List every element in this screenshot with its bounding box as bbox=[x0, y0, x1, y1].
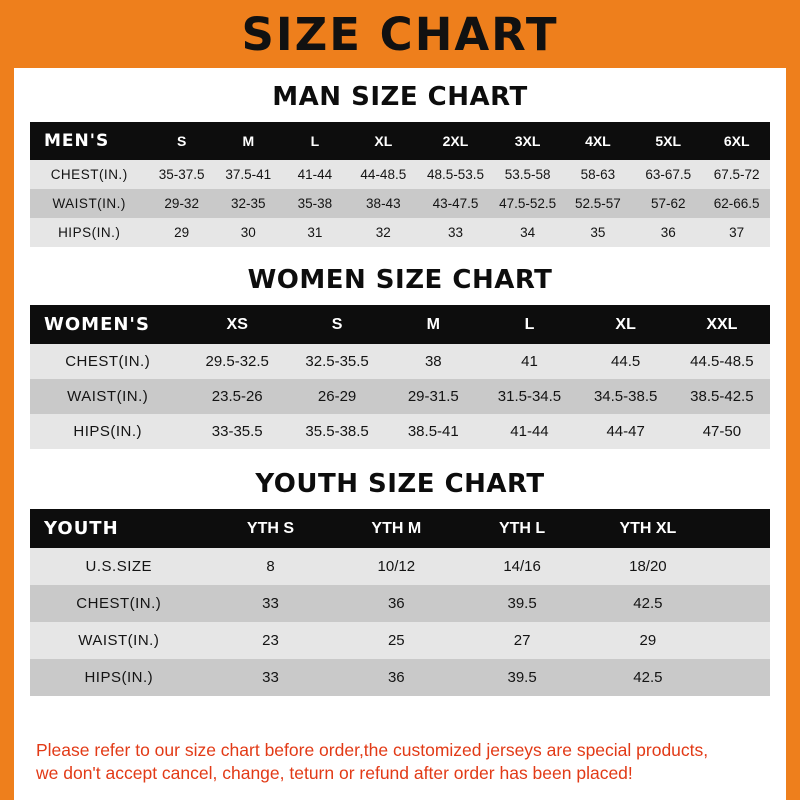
footer-note bbox=[30, 729, 770, 800]
women-row-1-label: WAIST(IN.) bbox=[67, 388, 149, 405]
youth-row-1-cell-0: 33 bbox=[262, 595, 279, 612]
women-row-2-cell-1: 35.5-38.5 bbox=[305, 423, 369, 440]
youth-row-0-spacer bbox=[711, 548, 770, 585]
man-row-2-cell-5: 34 bbox=[520, 225, 536, 240]
women-section-title: WOMEN SIZE CHART bbox=[247, 265, 553, 295]
youth-header-cell-3: YTH L bbox=[498, 519, 546, 537]
women-row-1-cell-2: 29-31.5 bbox=[407, 388, 459, 405]
man-row-1-cell-1: 32-35 bbox=[231, 196, 266, 211]
women-row-2-cell-3: 41-44 bbox=[510, 423, 549, 440]
women-size-table bbox=[30, 305, 770, 449]
women-row-0-cell-2: 38 bbox=[424, 353, 442, 370]
youth-row-1-cell-1: 36 bbox=[387, 595, 405, 612]
youth-row-1-cell-3: 42.5 bbox=[633, 595, 663, 612]
table-row bbox=[30, 414, 770, 449]
youth-row-2-label: WAIST(IN.) bbox=[78, 632, 160, 649]
man-row-2-cell-2: 31 bbox=[307, 225, 323, 240]
youth-row-2-cell-2: 27 bbox=[513, 632, 531, 649]
youth-row-3-cell-2: 39.5 bbox=[507, 669, 537, 686]
women-header-cell-5: XL bbox=[615, 315, 636, 333]
youth-row-2-spacer bbox=[711, 622, 770, 659]
women-row-1-cell-3: 31.5-34.5 bbox=[497, 388, 562, 405]
man-row-1-cell-6: 52.5-57 bbox=[575, 196, 621, 211]
women-row-1-cell-1: 26-29 bbox=[317, 388, 357, 405]
man-row-1-cell-4: 43-47.5 bbox=[432, 196, 479, 211]
youth-row-2-cell-3: 29 bbox=[639, 632, 657, 649]
page-title: SIZE CHART bbox=[241, 7, 559, 61]
footer-note-line-1: Please refer to our size chart before order,the customized jerseys are special products, bbox=[36, 739, 709, 760]
youth-row-1-spacer bbox=[711, 585, 770, 622]
man-row-1-cell-5: 47.5-52.5 bbox=[499, 196, 557, 211]
man-header-cell-4: XL bbox=[374, 133, 393, 149]
man-row-0-cell-2: 41-44 bbox=[297, 167, 333, 182]
youth-header-row bbox=[30, 509, 770, 548]
women-row-1-cell-4: 34.5-38.5 bbox=[593, 388, 658, 405]
man-row-0-cell-3: 44-48.5 bbox=[360, 167, 407, 182]
man-header-cell-9: 6XL bbox=[723, 133, 750, 149]
youth-header-cell-4: YTH XL bbox=[619, 519, 677, 537]
man-header-cell-2: M bbox=[242, 133, 255, 149]
header-band bbox=[14, 0, 786, 68]
man-header-cell-0: MEN'S bbox=[44, 131, 110, 151]
man-row-2-cell-6: 35 bbox=[590, 225, 606, 240]
table-row bbox=[30, 344, 770, 379]
man-row-0-cell-8: 67.5-72 bbox=[713, 167, 760, 182]
man-row-0-cell-1: 37.5-41 bbox=[225, 167, 272, 182]
women-header-cell-2: S bbox=[331, 315, 343, 333]
man-row-1-cell-0: 29-32 bbox=[164, 196, 199, 211]
table-row bbox=[30, 218, 770, 247]
women-row-2-cell-2: 38.5-41 bbox=[407, 423, 459, 440]
man-header-cell-6: 3XL bbox=[514, 133, 541, 149]
women-row-2-label: HIPS(IN.) bbox=[73, 423, 143, 440]
youth-row-0-label: U.S.SIZE bbox=[85, 558, 153, 575]
table-row bbox=[30, 189, 770, 218]
youth-row-1-label: CHEST(IN.) bbox=[76, 595, 162, 612]
table-row bbox=[30, 548, 770, 585]
youth-row-0-cell-2: 14/16 bbox=[503, 558, 541, 575]
women-row-2-cell-4: 44-47 bbox=[606, 423, 645, 440]
table-row bbox=[30, 659, 770, 696]
man-section-title: MAN SIZE CHART bbox=[272, 82, 528, 112]
man-row-0-cell-6: 58-63 bbox=[580, 167, 616, 182]
man-row-2-cell-8: 37 bbox=[729, 225, 745, 240]
table-row bbox=[30, 622, 770, 659]
man-row-1-cell-8: 62-66.5 bbox=[713, 196, 760, 211]
man-header-cell-1: S bbox=[177, 133, 187, 149]
youth-row-0-cell-3: 18/20 bbox=[629, 558, 667, 575]
youth-header-spacer bbox=[711, 509, 770, 548]
man-row-1-label: WAIST(IN.) bbox=[52, 196, 126, 211]
man-row-1-cell-3: 38-43 bbox=[366, 196, 401, 211]
youth-row-3-spacer bbox=[711, 659, 770, 696]
youth-row-3-cell-0: 33 bbox=[262, 669, 279, 686]
women-header-cell-4: L bbox=[524, 315, 535, 333]
man-header-cell-7: 4XL bbox=[585, 133, 611, 149]
man-row-2-cell-0: 29 bbox=[174, 225, 190, 240]
table-row bbox=[30, 379, 770, 414]
women-row-1-cell-5: 38.5-42.5 bbox=[690, 388, 754, 405]
women-row-2-cell-5: 47-50 bbox=[702, 423, 742, 440]
women-header-cell-1: XS bbox=[226, 315, 248, 333]
youth-row-2-cell-1: 25 bbox=[387, 632, 405, 649]
man-row-2-cell-1: 30 bbox=[240, 225, 256, 240]
man-row-2-cell-7: 36 bbox=[660, 225, 676, 240]
women-row-0-cell-1: 32.5-35.5 bbox=[305, 353, 369, 370]
man-header-cell-8: 5XL bbox=[655, 133, 682, 149]
women-header-cell-3: M bbox=[426, 315, 440, 333]
man-row-0-cell-7: 63-67.5 bbox=[645, 167, 692, 182]
youth-header-cell-0: YOUTH bbox=[44, 518, 119, 539]
youth-row-3-cell-1: 36 bbox=[387, 669, 405, 686]
footer-note-line-2: we don't accept cancel, change, teturn or refund after order has been placed! bbox=[36, 763, 633, 784]
women-header-cell-6: XXL bbox=[706, 315, 738, 333]
man-header-cell-5: 2XL bbox=[442, 133, 469, 149]
man-row-1-cell-7: 57-62 bbox=[650, 196, 686, 211]
man-header-cell-3: L bbox=[310, 133, 320, 149]
women-row-0-cell-5: 44.5-48.5 bbox=[690, 353, 754, 370]
man-row-0-label: CHEST(IN.) bbox=[50, 167, 128, 182]
man-row-2-label: HIPS(IN.) bbox=[58, 225, 121, 240]
youth-section-title: YOUTH SIZE CHART bbox=[255, 469, 545, 499]
youth-row-2-cell-0: 23 bbox=[262, 632, 279, 649]
women-header-cell-0: WOMEN'S bbox=[44, 314, 150, 335]
youth-row-3-cell-3: 42.5 bbox=[633, 669, 663, 686]
youth-row-1-cell-2: 39.5 bbox=[507, 595, 537, 612]
youth-row-0-cell-0: 8 bbox=[266, 558, 275, 575]
women-row-0-label: CHEST(IN.) bbox=[65, 353, 151, 370]
man-row-2-cell-4: 33 bbox=[447, 225, 463, 240]
table-row bbox=[30, 585, 770, 622]
man-row-0-cell-4: 48.5-53.5 bbox=[426, 167, 484, 182]
man-row-0-cell-0: 35-37.5 bbox=[158, 167, 205, 182]
women-row-2-cell-0: 33-35.5 bbox=[211, 423, 263, 440]
content-area bbox=[14, 68, 786, 800]
women-row-0-cell-4: 44.5 bbox=[611, 353, 641, 370]
women-header-row bbox=[30, 305, 770, 344]
youth-header-cell-1: YTH S bbox=[246, 519, 295, 537]
youth-row-0-cell-1: 10/12 bbox=[377, 558, 416, 575]
man-row-0-cell-5: 53.5-58 bbox=[504, 167, 551, 182]
women-row-0-cell-3: 41 bbox=[521, 353, 538, 370]
man-row-2-cell-3: 32 bbox=[375, 225, 391, 240]
women-row-0-cell-0: 29.5-32.5 bbox=[205, 353, 269, 370]
man-row-1-cell-2: 35-38 bbox=[297, 196, 333, 211]
man-size-table bbox=[30, 122, 770, 247]
youth-row-3-label: HIPS(IN.) bbox=[84, 669, 154, 686]
youth-header-cell-2: YTH M bbox=[371, 519, 422, 537]
man-header-row bbox=[30, 122, 770, 160]
women-row-1-cell-0: 23.5-26 bbox=[211, 388, 263, 405]
youth-size-table bbox=[30, 509, 770, 696]
table-row bbox=[30, 160, 770, 189]
